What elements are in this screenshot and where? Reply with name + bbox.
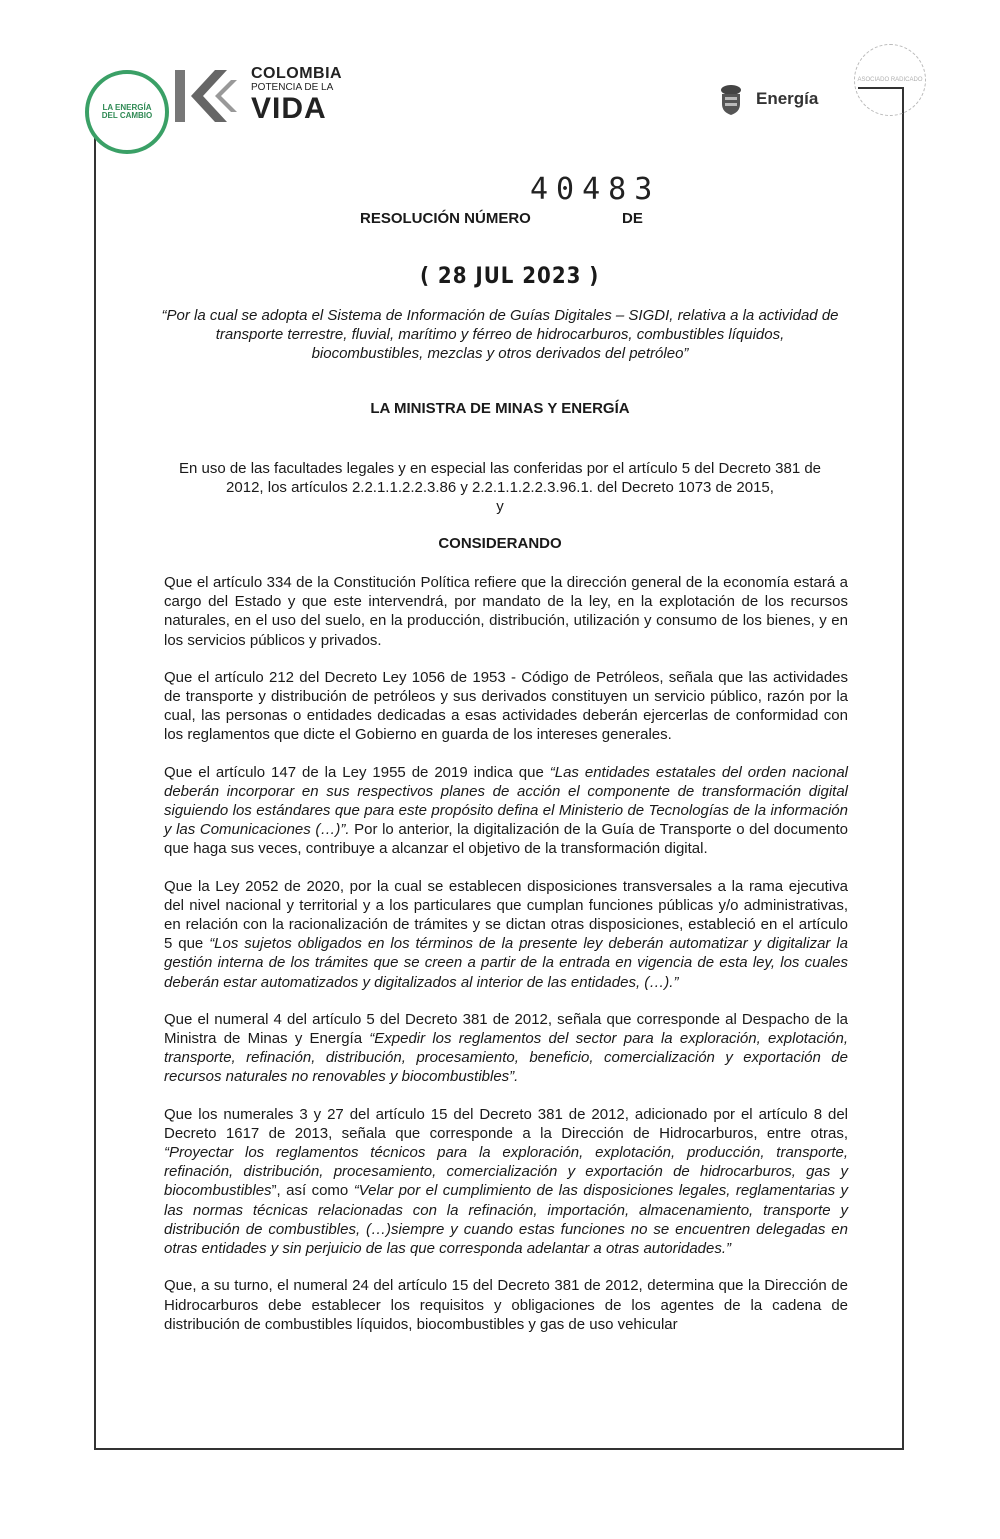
paragraph-1: Que el artículo 334 de la Constitución Política refiere que la dirección general de la economía estará a cargo del Estado y que este intervendrá, por mandato de la ley, en la explotación de los recursos naturales, en el uso del suelo, en la producción, distribución, utilización y consumo de los bienes, y en los servicios públicos y privados. bbox=[164, 574, 848, 649]
reception-stamp bbox=[854, 44, 926, 116]
considerations-body bbox=[164, 573, 848, 1352]
paragraph-5-quote: “Expedir los reglamentos del sector para la exploración, explotación, transporte, refinación, distribución, procesamiento, beneficio, comercialización y exportación de recursos naturales no renovables y biocombustibles”. bbox=[164, 1030, 848, 1086]
paragraph-2: Que el artículo 212 del Decreto Ley 1056 de 1953 - Código de Petróleos, señala que las actividades de transporte y distribución de petróleos y sus derivados constituyen un servicio público, razón por la cual, las personas o entidades dedicadas a esas actividades deberán ejercerlas de conformidad con los reglamentos que dicte el Gobierno en guarda de los intereses generales. bbox=[164, 668, 848, 744]
issuing-authority: LA MINISTRA DE MINAS Y ENERGÍA bbox=[370, 400, 630, 417]
paragraph-4-quote: “Los sujetos obligados en los términos de la presente ley deberán automatizar y digitalizar la gestión interna de los trámites que se creen a partir de la entrada en vigencia de esta ley, los cuales deberán estar automatizados y digitalizados al interior de las entidades, (…).” bbox=[164, 935, 848, 991]
legal-powers-y: y bbox=[496, 498, 504, 515]
resolution-subject: “Por la cual se adopta el Sistema de Información de Guías Digitales – SIGDI, relativa a la actividad de transporte terrestre, fluvial, marítimo y férreo de hidrocarburos, combustibles líquidos, biocombustibles, mezclas y otros derivados del petróleo” bbox=[161, 307, 839, 362]
resolution-title: RESOLUCIÓN NÚMERO bbox=[360, 210, 531, 227]
paragraph-5 bbox=[164, 1010, 848, 1087]
seal-label: LA ENERGÍA DEL CAMBIO bbox=[101, 102, 153, 120]
energy-seal-logo bbox=[85, 70, 169, 154]
paragraph-6 bbox=[164, 1105, 848, 1259]
paragraph-3 bbox=[164, 763, 848, 859]
paragraph-5-lead: Que el numeral 4 del artículo 5 del Decreto 381 de 2012, señala que corresponde al Despacho de la Ministra de Minas y Energía bbox=[164, 1010, 848, 1048]
coat-of-arms-icon bbox=[714, 82, 748, 116]
ministry-logo bbox=[714, 82, 818, 116]
logo-line-vida: VIDA bbox=[251, 92, 327, 125]
ministry-label: Energía bbox=[756, 89, 819, 108]
paragraph-3-lead: Que el artículo 147 de la Ley 1955 de 2019 indica que bbox=[164, 763, 550, 781]
resolution-number: 40483 bbox=[530, 172, 661, 207]
colombia-potencia-vida-logo bbox=[175, 66, 355, 130]
paragraph-4-lead: Que la Ley 2052 de 2020, por la cual se establecen disposiciones transversales a la rama ejecutiva del nivel nacional y territorial y a los particulares que cumplan funciones públicas y/o administrativas, en relación con la racionalización de trámites y se dictan otras disposiciones, estableció en el artículo 5 que bbox=[164, 877, 848, 953]
resolution-de: DE bbox=[622, 210, 643, 227]
paragraph-7: Que, a su turno, el numeral 24 del artículo 15 del Decreto 381 de 2012, determina que la Dirección de Hidrocarburos debe establecer los requisitos y obligaciones de los agentes de la cadena de distribución de combustibles líquidos, biocombustibles y gas de uso vehicular bbox=[164, 1277, 848, 1333]
paragraph-6-lead: Que los numerales 3 y 27 del artículo 15 del Decreto 381 de 2012, adicionado por el artículo 8 del Decreto 1617 de 2013, señala que corresponde a la Dirección de Hidrocarburos, entre otras, bbox=[164, 1105, 848, 1142]
resolution-date: ( 28 JUL 2023 ) bbox=[420, 264, 600, 289]
considerando-heading: CONSIDERANDO bbox=[438, 535, 562, 552]
logo-wordmark bbox=[251, 66, 361, 124]
logo-line-colombia: COLOMBIA bbox=[251, 65, 343, 82]
paragraph-6-middle: ”, así como bbox=[271, 1182, 354, 1200]
logo-mark-icon bbox=[175, 66, 237, 128]
paragraph-6-quote-2: “Velar por el cumplimiento de las disposiciones legales, reglamentarias y las normas técnicas relacionadas con la refinación, importación, almacenamiento, transporte y distribución de combustibles, (…)siempre y cuando estas funciones no se encuentren delegadas en otras entidades y sin perjuicio de las que corresponda adelantar a otras autoridades.” bbox=[164, 1182, 848, 1258]
paragraph-4 bbox=[164, 877, 848, 992]
paragraph-3-quote: “Las entidades estatales del orden nacional deberán incorporar en sus respectivos planes de acción el componente de transformación digital siguiendo los estándares que para este propósito defina el Ministerio de Tecnologías de la información y las Comunicaciones (…)”. bbox=[164, 763, 848, 839]
paragraph-6-quote-1: “Proyectar los reglamentos técnicos para la exploración, explotación, producción, transporte, refinación, distribución, procesamiento, comercialización y exportación de hidrocarburos, gas y biocombustibles bbox=[164, 1144, 848, 1200]
logo-line-potencia: POTENCIA DE LA bbox=[251, 82, 334, 93]
paragraph-3-tail: Por lo anterior, la digitalización de la Guía de Transporte o del documento que haga sus veces, contribuye a alcanzar el objetivo de la transformación digital. bbox=[164, 821, 849, 858]
stamp-label: ASOCIADO RADICADO bbox=[857, 77, 923, 83]
legal-powers bbox=[160, 459, 840, 516]
legal-powers-text: En uso de las facultades legales y en especial las conferidas por el artículo 5 del Decreto 381 de 2012, los artículos 2.2.1.1.2.2.3.86 y 2.2.1.1.2.2.3.96.1. del Decreto 1073 de 2015, bbox=[178, 460, 822, 496]
